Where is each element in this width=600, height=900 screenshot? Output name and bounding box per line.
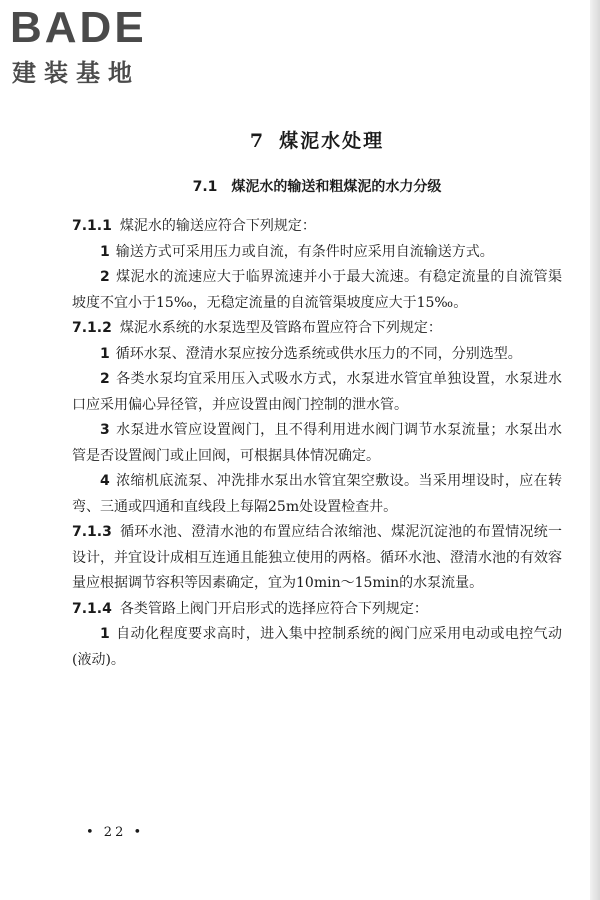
clause-item xyxy=(72,622,562,673)
clause-number: 7.1.3 xyxy=(72,524,112,540)
item-number: 2 xyxy=(100,269,110,285)
clause-item xyxy=(72,469,562,520)
item-number: 1 xyxy=(100,345,110,362)
clause-number: 7.1.4 xyxy=(72,600,112,617)
item-number: 3 xyxy=(100,422,110,438)
item-text: 自动化程度要求高时，进入集中控制系统的阀门应采用电动或电控气动(液动)。 xyxy=(72,626,562,668)
clause-item xyxy=(72,265,562,316)
section-title-text: 煤泥水的输送和粗煤泥的水力分级 xyxy=(231,179,442,195)
clause-item xyxy=(72,367,562,418)
item-text: 浓缩机底流泵、冲洗排水泵出水管宜架空敷设。当采用埋设时，应在转弯、三通或四通和直线段上每隔25m处设置检查井。 xyxy=(72,473,562,515)
logo-subtitle: 建装基地 xyxy=(12,59,140,87)
page-number: • 22 • xyxy=(86,825,145,840)
clause xyxy=(72,597,562,623)
clause-text: 循环水池、澄清水池的布置应结合浓缩池、煤泥沉淀池的布置情况统一设计，并宜设计成相互连通且能独立使用的两格。循环水池、澄清水池的有效容量应根据调节容积等因素确定，宜为10min～15min的水泵流量。 xyxy=(72,524,562,591)
chapter-number: 7 xyxy=(249,130,266,152)
chapter-title-text: 煤泥水处理 xyxy=(279,130,385,152)
item-text: 各类水泵均宜采用压入式吸水方式，水泵进水管宜单独设置，水泵进水口应采用偏心异径管，并应设置由阀门控制的泄水管。 xyxy=(72,371,562,413)
bade-logo xyxy=(10,4,180,92)
clause-text: 各类管路上阀门开启形式的选择应符合下列规定： xyxy=(119,600,428,617)
section-title xyxy=(72,174,562,200)
section-number: 7.1 xyxy=(192,179,218,195)
page-content xyxy=(72,118,562,673)
clause xyxy=(72,214,562,240)
logo-wordmark: BADE xyxy=(10,3,147,52)
clause-item xyxy=(72,342,562,368)
item-number: 4 xyxy=(100,473,110,489)
clauses-body xyxy=(72,214,562,673)
clause-text: 煤泥水的输送应符合下列规定： xyxy=(119,218,316,234)
item-text: 水泵进水管应设置阀门，且不得利用进水阀门调节水泵流量；水泵出水管是否设置阀门或止回阀，可根据具体情况确定。 xyxy=(72,422,562,464)
clause-item xyxy=(72,418,562,469)
clause xyxy=(72,316,562,342)
clause-text: 煤泥水系统的水泵选型及管路布置应符合下列规定： xyxy=(119,320,442,336)
item-number: 1 xyxy=(100,243,110,260)
clause-number: 7.1.2 xyxy=(72,320,112,336)
item-text: 煤泥水的流速应大于临界流速并小于最大流速。有稳定流量的自流管渠坡度不宜小于15‰，无稳定流量的自流管渠坡度应大于15‰。 xyxy=(72,269,562,311)
clause xyxy=(72,520,562,597)
chapter-title xyxy=(72,124,562,158)
item-text: 输送方式可采用压力或自流，有条件时应采用自流输送方式。 xyxy=(115,243,494,260)
item-number: 2 xyxy=(100,371,110,387)
item-number: 1 xyxy=(100,626,110,642)
clause-item xyxy=(72,240,562,266)
page-edge-shadow xyxy=(590,0,600,900)
item-text: 循环水泵、澄清水泵应按分选系统或供水压力的不同，分别选型。 xyxy=(115,345,522,362)
clause-number: 7.1.1 xyxy=(72,218,112,234)
